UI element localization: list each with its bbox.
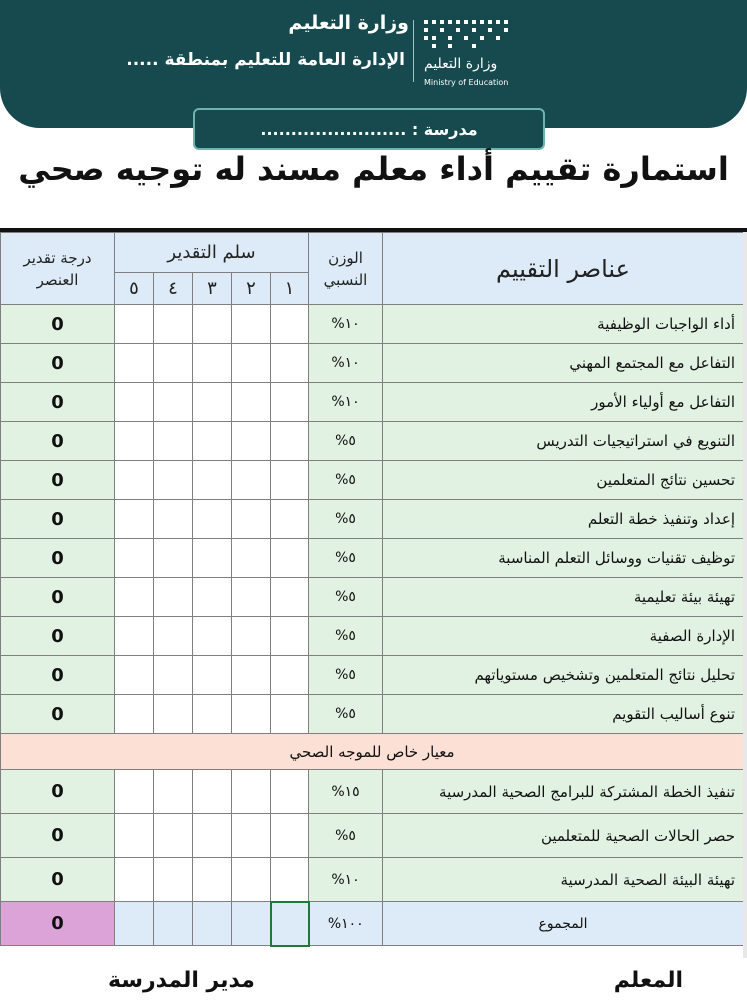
element-name: حصر الحالات الصحية للمتعلمين <box>383 814 744 858</box>
table-row <box>1 814 744 858</box>
scale-rating-cell[interactable] <box>232 814 271 858</box>
scale-rating-cell[interactable] <box>115 617 154 656</box>
scale-number: ١ <box>271 273 309 305</box>
scale-rating-cell[interactable] <box>115 858 154 902</box>
scale-rating-cell[interactable] <box>232 500 271 539</box>
element-name: إعداد وتنفيذ خطة التعلم <box>383 500 744 539</box>
element-grade: 0 <box>1 656 115 695</box>
scale-rating-cell[interactable] <box>232 656 271 695</box>
element-weight: %٥ <box>309 578 383 617</box>
table-row <box>1 461 744 500</box>
element-grade: 0 <box>1 695 115 734</box>
element-grade: 0 <box>1 814 115 858</box>
scale-rating-cell[interactable] <box>115 344 154 383</box>
scale-number: ٣ <box>193 273 232 305</box>
scale-rating-cell[interactable] <box>193 858 232 902</box>
scale-rating-cell[interactable] <box>271 617 309 656</box>
element-weight: %٥ <box>309 539 383 578</box>
element-name: التفاعل مع المجتمع المهني <box>383 344 744 383</box>
element-grade: 0 <box>1 500 115 539</box>
scale-rating-cell[interactable] <box>193 814 232 858</box>
element-grade: 0 <box>1 770 115 814</box>
teacher-signature-label: المعلم <box>613 968 683 993</box>
element-weight: %٥ <box>309 461 383 500</box>
element-name: تهيئة البيئة الصحية المدرسية <box>383 858 744 902</box>
element-name: تنفيذ الخطة المشتركة للبرامج الصحية المدرسية <box>383 770 744 814</box>
evaluation-table <box>0 232 744 947</box>
element-name: تحليل نتائج المتعلمين وتشخيص مستوياتهم <box>383 656 744 695</box>
scale-rating-cell[interactable] <box>193 422 232 461</box>
scale-rating-cell[interactable] <box>154 500 193 539</box>
scale-rating-cell[interactable] <box>154 305 193 344</box>
scale-rating-cell[interactable] <box>193 344 232 383</box>
logo-dots-icon <box>422 18 518 50</box>
logo-divider <box>413 20 414 82</box>
logo-arabic-text: وزارة التعليم <box>424 56 498 72</box>
element-weight: %٥ <box>309 422 383 461</box>
total-scale-cell[interactable] <box>154 902 193 946</box>
scale-rating-cell[interactable] <box>115 656 154 695</box>
total-scale-cell[interactable] <box>115 902 154 946</box>
table-row <box>1 695 744 734</box>
scale-number: ٤ <box>154 273 193 305</box>
scale-rating-cell[interactable] <box>154 383 193 422</box>
table-row <box>1 770 744 814</box>
admin-name: الإدارة العامة للتعليم بمنطقة ..... <box>126 50 405 70</box>
scale-rating-cell[interactable] <box>115 500 154 539</box>
element-name: تهيئة بيئة تعليمية <box>383 578 744 617</box>
element-grade: 0 <box>1 858 115 902</box>
scale-number: ٢ <box>232 273 271 305</box>
element-name: الإدارة الصفية <box>383 617 744 656</box>
table-row <box>1 305 744 344</box>
scale-rating-cell[interactable] <box>193 656 232 695</box>
scale-rating-cell[interactable] <box>271 422 309 461</box>
element-weight: %٥ <box>309 617 383 656</box>
scale-rating-cell[interactable] <box>193 500 232 539</box>
scale-rating-cell[interactable] <box>271 770 309 814</box>
ministry-logo <box>422 18 522 90</box>
scale-rating-cell[interactable] <box>232 858 271 902</box>
element-grade: 0 <box>1 578 115 617</box>
scale-rating-cell[interactable] <box>232 344 271 383</box>
table-row <box>1 422 744 461</box>
elements-column-header: عناصر التقييم <box>383 233 744 305</box>
scale-rating-cell[interactable] <box>154 422 193 461</box>
scale-rating-cell[interactable] <box>232 539 271 578</box>
total-label: المجموع <box>383 902 744 946</box>
scale-rating-cell[interactable] <box>115 814 154 858</box>
total-weight: %١٠٠ <box>309 902 383 946</box>
scale-rating-cell[interactable] <box>232 617 271 656</box>
scale-rating-cell[interactable] <box>271 695 309 734</box>
logo-english-text: Ministry of Education <box>424 78 509 87</box>
element-weight: %١٠ <box>309 305 383 344</box>
scale-rating-cell[interactable] <box>154 578 193 617</box>
element-weight: %٥ <box>309 500 383 539</box>
element-weight: %١٠ <box>309 383 383 422</box>
scale-rating-cell[interactable] <box>154 770 193 814</box>
element-weight: %٥ <box>309 695 383 734</box>
scale-rating-cell[interactable] <box>271 305 309 344</box>
school-name-field: مدرسة : ........................ <box>193 108 545 150</box>
scale-rating-cell[interactable] <box>193 695 232 734</box>
scale-rating-cell[interactable] <box>271 539 309 578</box>
scale-rating-cell[interactable] <box>232 578 271 617</box>
table-row <box>1 656 744 695</box>
scale-rating-cell[interactable] <box>193 461 232 500</box>
scale-rating-cell[interactable] <box>271 814 309 858</box>
scale-rating-cell[interactable] <box>271 656 309 695</box>
scale-rating-cell[interactable] <box>115 383 154 422</box>
scale-rating-cell[interactable] <box>193 578 232 617</box>
scale-rating-cell[interactable] <box>193 617 232 656</box>
scale-rating-cell[interactable] <box>271 461 309 500</box>
scale-rating-cell[interactable] <box>115 461 154 500</box>
scale-rating-cell[interactable] <box>154 617 193 656</box>
scale-rating-cell[interactable] <box>193 539 232 578</box>
element-name: توظيف تقنيات ووسائل التعلم المناسبة <box>383 539 744 578</box>
element-weight: %١٠ <box>309 858 383 902</box>
element-weight: %٥ <box>309 656 383 695</box>
table-row <box>1 539 744 578</box>
scale-rating-cell[interactable] <box>154 539 193 578</box>
scale-rating-cell[interactable] <box>115 770 154 814</box>
table-row <box>1 617 744 656</box>
scale-rating-cell[interactable] <box>154 858 193 902</box>
scale-column-header: سلم التقدير <box>115 233 309 273</box>
scale-rating-cell[interactable] <box>271 858 309 902</box>
element-weight: %١٠ <box>309 344 383 383</box>
ministry-name: وزارة التعليم <box>288 12 409 34</box>
scale-rating-cell[interactable] <box>193 305 232 344</box>
table-row <box>1 578 744 617</box>
scale-rating-cell[interactable] <box>154 656 193 695</box>
total-scale-cell[interactable] <box>232 902 271 946</box>
element-weight: %٥ <box>309 814 383 858</box>
table-row <box>1 383 744 422</box>
table-row <box>1 858 744 902</box>
total-grade: 0 <box>1 902 115 946</box>
scale-rating-cell[interactable] <box>154 461 193 500</box>
table-row <box>1 500 744 539</box>
scale-rating-cell[interactable] <box>115 539 154 578</box>
principal-signature-label: مدير المدرسة <box>108 968 255 993</box>
form-title: استمارة تقييم أداء معلم مسند له توجيه صحي <box>18 150 729 188</box>
scale-number: ٥ <box>115 273 154 305</box>
element-grade: 0 <box>1 305 115 344</box>
scale-rating-cell[interactable] <box>115 695 154 734</box>
scale-rating-cell[interactable] <box>115 422 154 461</box>
scale-rating-cell[interactable] <box>193 383 232 422</box>
element-grade: 0 <box>1 422 115 461</box>
weight-column-header: الوزن النسبي <box>309 233 383 305</box>
scale-rating-cell[interactable] <box>154 814 193 858</box>
grade-column-header: درجة تقدير العنصر <box>1 233 115 305</box>
table-row <box>1 344 744 383</box>
scale-rating-cell[interactable] <box>232 770 271 814</box>
total-scale-cell[interactable] <box>193 902 232 946</box>
element-grade: 0 <box>1 539 115 578</box>
scale-rating-cell[interactable] <box>193 770 232 814</box>
element-name: التنويع في استراتيجيات التدريس <box>383 422 744 461</box>
element-weight: %١٥ <box>309 770 383 814</box>
element-name: أداء الواجبات الوظيفية <box>383 305 744 344</box>
scale-rating-cell[interactable] <box>271 578 309 617</box>
scale-rating-cell[interactable] <box>115 578 154 617</box>
element-grade: 0 <box>1 617 115 656</box>
element-name: تحسين نتائج المتعلمين <box>383 461 744 500</box>
scale-rating-cell[interactable] <box>232 461 271 500</box>
right-gutter <box>743 232 747 958</box>
special-section-label: معيار خاص للموجه الصحي <box>1 734 744 770</box>
scale-rating-cell[interactable] <box>232 422 271 461</box>
scale-rating-cell[interactable] <box>154 344 193 383</box>
element-grade: 0 <box>1 461 115 500</box>
scale-rating-cell[interactable] <box>232 383 271 422</box>
element-name: تنوع أساليب التقويم <box>383 695 744 734</box>
scale-rating-cell[interactable] <box>232 695 271 734</box>
element-name: التفاعل مع أولياء الأمور <box>383 383 744 422</box>
scale-rating-cell[interactable] <box>271 344 309 383</box>
scale-rating-cell[interactable] <box>271 383 309 422</box>
scale-rating-cell[interactable] <box>271 500 309 539</box>
total-scale-cell[interactable] <box>271 902 309 946</box>
scale-rating-cell[interactable] <box>115 305 154 344</box>
element-grade: 0 <box>1 383 115 422</box>
scale-rating-cell[interactable] <box>154 695 193 734</box>
element-grade: 0 <box>1 344 115 383</box>
scale-rating-cell[interactable] <box>232 305 271 344</box>
